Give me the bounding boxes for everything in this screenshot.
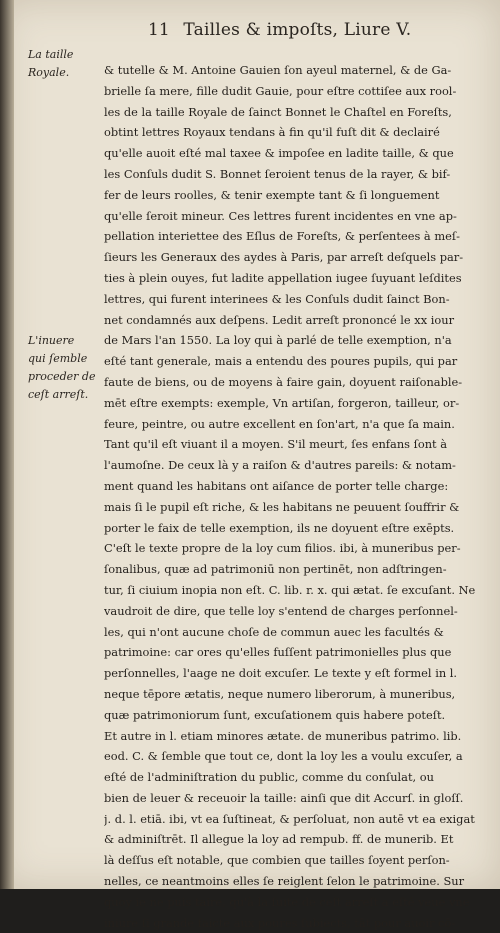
text-line: ſieurs les Generaux des aydes à Paris, par arreſt deſquels par- <box>104 250 464 265</box>
text-line: qu'elle ſeroit mineur. Ces lettres furent incidentes en vne ap- <box>104 208 457 223</box>
text-line: lettres, qui furent interinees & les Conſuls dudit ſainct Bon- <box>104 291 450 306</box>
text-line: porter le faix de telle exemption, ils ne doyuent eſtre exēpts. <box>104 520 455 535</box>
margin-note-line: La taille <box>28 48 74 61</box>
text-line: là deſſus eſt notable, que combien que tailles ſoyent perſon- <box>104 853 450 868</box>
text-line: ment quand les habitans ont aiſance de porter telle charge: <box>104 478 449 493</box>
text-line: iniure ſi grande faicte aux poures ſubiects, tāt pour auoir cō- <box>104 915 456 930</box>
text-line: mais ſi le pupil eſt riche, & les habitans ne peuuent ſouffrir & <box>104 499 460 514</box>
text-line: j. d. l. etiā. ibi, vt ea ſuſtineat, & perſoluat, non autē vt ea exigat <box>104 811 475 826</box>
text-line: eod. C. & ſemble que tout ce, dont la loy les a voulu excuſer, a <box>104 749 463 764</box>
margin-note-line: proceder de <box>28 370 96 383</box>
text-line: les de la taille Royale de ſainct Bonnet le Chaſtel en Foreſts, <box>104 104 452 119</box>
text-line: quæ patrimoniorum ſunt, excuſationem quis habere poteſt. <box>104 707 446 722</box>
text-line: tur, ſi ciuium inopia non eſt. C. lib. r. x. qui ætat. ſe excuſant. Ne <box>104 582 476 597</box>
body-text <box>104 60 482 933</box>
text-line: perſonnelles, l'aage ne doit excuſer. Le texte y eſt formel in l. <box>104 666 458 681</box>
text-line: les Conſuls dudit S. Bonnet ſeroient tenus de la rayer, & bif- <box>104 166 451 181</box>
text-line: faute de biens, ou de moyens à faire gain, doyuent raiſonable- <box>104 374 463 389</box>
text-line: Et autre in l. etiam minores ætate. de muneribus patrimo. lib. <box>104 728 462 743</box>
margin-note-taille-royale <box>28 46 96 82</box>
text-line: & adminiſtrēt. Il allegue la loy ad rempub. ff. de munerib. Et <box>104 832 454 847</box>
text-line: ſonalibus, quæ ad patrimoniū non pertinēt, non adſtringen- <box>104 562 447 577</box>
text-line: Tant qu'il eſt viuant il a moyen. S'il meurt, ſes enfans ſont à <box>104 437 448 452</box>
margin-note-inuere <box>28 332 96 404</box>
text-line: feure, peintre, ou autre excellent en ſon'art, n'a que ſa main. <box>104 416 455 431</box>
text-line: bien de leuer & receuoir la taille: ainſi que dit Accurſ. in gloſſ. <box>104 790 464 805</box>
text-line: C'eſt le texte propre de la loy cum filios. ibi, à muneribus per- <box>104 541 461 556</box>
margin-note-line: qui ſemble <box>28 352 88 365</box>
text-line: brielle ſa mere, fille dudit Gauie, pour eſtre cottiſee aux rool- <box>104 83 457 98</box>
text-line: patrimoine: car ores qu'elles fuſſent patrimonielles plus que <box>104 645 452 660</box>
text-line: pellation interiettee des Eſlus de Foreſts, & perſentees à meſ- <box>104 229 460 244</box>
text-line: & tutelle & M. Antoine Gauien ſon ayeul maternel, & de Ga- <box>104 63 452 77</box>
text-line: ties à plein ouyes, fut ladite appellation iugee ſuyuant leſdites <box>104 270 462 285</box>
page-gutter <box>0 0 14 889</box>
text-line: eſté tant generale, mais a entendu des poures pupils, qui par <box>104 354 458 369</box>
text-line: nelles, ce neantmoins elles ſe reiglent ſelon le patrimoine. Sur <box>104 874 465 889</box>
text-line: vaudroit de dire, que telle loy s'entend de charges perſonnel- <box>104 603 458 618</box>
text-line: eſté de l'adminiſtration du public, comme du conſulat, ou <box>104 770 434 785</box>
text-line: quoy ie ne puis taire, qu'à la ſuite de ceſt arreſt a eſté veue vne <box>104 894 470 909</box>
margin-note-line: L'inuere <box>28 334 75 347</box>
text-line: obtint lettres Royaux tendans à fin qu'il fuſt dit & declairé <box>104 125 440 140</box>
running-title: Tailles & impoſts, Liure V. <box>183 20 412 40</box>
text-line: l'aumoſne. De ceux là y a raiſon & d'autres pareils: & notam- <box>104 458 456 473</box>
text-line: fer de leurs roolles, & tenir exempte tant & ſi longuement <box>104 187 440 202</box>
text-line: neque tēpore ætatis, neque numero liberorum, à muneribus, <box>104 686 456 701</box>
margin-note-line: ceſt arreſt. <box>28 388 89 401</box>
text-line: mēt eſtre exempts: exemple, Vn artiſan, forgeron, tailleur, or- <box>104 395 460 410</box>
text-line: qu'elle auoit eſté mal taxee & impoſee en ladite taille, & que <box>104 146 454 161</box>
running-header <box>148 20 478 46</box>
margin-note-line: Royale. <box>28 66 70 79</box>
text-line: net condamnés aux deſpens. Ledit arreſt prononcé le xx iour <box>104 312 455 327</box>
folio-number: 11 <box>148 20 170 40</box>
text-line: les, qui n'ont aucune choſe de commun auec les facultés & <box>104 624 444 639</box>
text-line: de Mars l'an 1550. La loy qui à parlé de telle exemption, n'a <box>104 333 452 348</box>
